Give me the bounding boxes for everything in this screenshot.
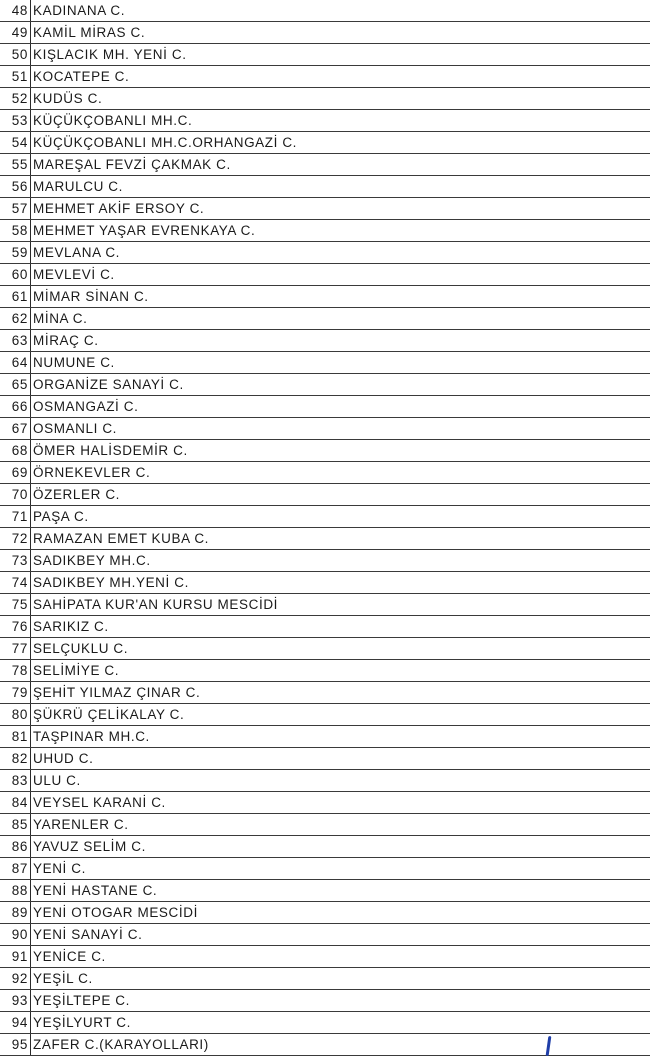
row-number: 86	[0, 836, 31, 858]
table-row	[0, 176, 650, 198]
row-number: 60	[0, 264, 31, 286]
mosque-name: OSMANLI C.	[31, 418, 650, 440]
table-row	[0, 792, 650, 814]
mosque-name: YENİ OTOGAR MESCİDİ	[31, 902, 650, 924]
mosque-name: ŞEHİT YILMAZ ÇINAR C.	[31, 682, 650, 704]
table-row	[0, 154, 650, 176]
row-number: 74	[0, 572, 31, 594]
row-number: 78	[0, 660, 31, 682]
table-row	[0, 220, 650, 242]
row-number: 87	[0, 858, 31, 880]
row-number: 59	[0, 242, 31, 264]
row-number: 73	[0, 550, 31, 572]
table-row	[0, 902, 650, 924]
row-number: 90	[0, 924, 31, 946]
table-row	[0, 198, 650, 220]
table-row	[0, 506, 650, 528]
table-row	[0, 572, 650, 594]
table-row	[0, 352, 650, 374]
row-number: 80	[0, 704, 31, 726]
row-number: 65	[0, 374, 31, 396]
table-row	[0, 528, 650, 550]
table-row	[0, 858, 650, 880]
table-row	[0, 1012, 650, 1034]
table-row	[0, 264, 650, 286]
table-row	[0, 132, 650, 154]
mosque-name: UHUD C.	[31, 748, 650, 770]
mosque-name: SADIKBEY MH.YENİ C.	[31, 572, 650, 594]
table-row	[0, 968, 650, 990]
mosque-name: SADIKBEY MH.C.	[31, 550, 650, 572]
row-number: 94	[0, 1012, 31, 1034]
row-number: 70	[0, 484, 31, 506]
mosque-name: TAŞPINAR MH.C.	[31, 726, 650, 748]
row-number: 52	[0, 88, 31, 110]
table-row	[0, 396, 650, 418]
row-number: 69	[0, 462, 31, 484]
mosque-name: YEŞİLYURT C.	[31, 1012, 650, 1034]
row-number: 66	[0, 396, 31, 418]
mosque-name: MİRAÇ C.	[31, 330, 650, 352]
row-number: 72	[0, 528, 31, 550]
row-number: 53	[0, 110, 31, 132]
table-row	[0, 484, 650, 506]
table-row	[0, 44, 650, 66]
table-row	[0, 748, 650, 770]
row-number: 55	[0, 154, 31, 176]
mosque-name: MİMAR SİNAN C.	[31, 286, 650, 308]
mosque-name: MEVLEVİ C.	[31, 264, 650, 286]
row-number: 75	[0, 594, 31, 616]
table-row	[0, 0, 650, 22]
mosque-name: VEYSEL KARANİ C.	[31, 792, 650, 814]
mosque-name: KAMİL MİRAS C.	[31, 22, 650, 44]
mosque-name: ZAFER C.(KARAYOLLARI)	[31, 1034, 650, 1056]
mosque-name: MAREŞAL FEVZİ ÇAKMAK C.	[31, 154, 650, 176]
mosque-name: YENİ SANAYİ C.	[31, 924, 650, 946]
row-number: 50	[0, 44, 31, 66]
mosque-name: MEHMET YAŞAR EVRENKAYA C.	[31, 220, 650, 242]
mosque-name: YENİ C.	[31, 858, 650, 880]
table-row	[0, 682, 650, 704]
mosque-name: ÖRNEKEVLER C.	[31, 462, 650, 484]
table-row	[0, 418, 650, 440]
mosque-name: SAHİPATA KUR'AN KURSU MESCİDİ	[31, 594, 650, 616]
mosque-name: MİNA C.	[31, 308, 650, 330]
mosque-name: NUMUNE C.	[31, 352, 650, 374]
row-number: 61	[0, 286, 31, 308]
row-number: 58	[0, 220, 31, 242]
table-row	[0, 88, 650, 110]
row-number: 84	[0, 792, 31, 814]
table-row	[0, 440, 650, 462]
row-number: 77	[0, 638, 31, 660]
row-number: 89	[0, 902, 31, 924]
row-number: 56	[0, 176, 31, 198]
row-number: 76	[0, 616, 31, 638]
table-row	[0, 374, 650, 396]
mosque-name: ULU C.	[31, 770, 650, 792]
row-number: 68	[0, 440, 31, 462]
row-number: 51	[0, 66, 31, 88]
row-number: 71	[0, 506, 31, 528]
row-number: 85	[0, 814, 31, 836]
row-number: 82	[0, 748, 31, 770]
mosque-name: ÖMER HALİSDEMİR C.	[31, 440, 650, 462]
table-row	[0, 880, 650, 902]
row-number: 88	[0, 880, 31, 902]
row-number: 64	[0, 352, 31, 374]
mosque-name: SELÇUKLU C.	[31, 638, 650, 660]
mosque-name: ŞÜKRÜ ÇELİKALAY C.	[31, 704, 650, 726]
row-number: 62	[0, 308, 31, 330]
table-row	[0, 462, 650, 484]
table-row	[0, 242, 650, 264]
table-row	[0, 836, 650, 858]
row-number: 49	[0, 22, 31, 44]
table-row	[0, 946, 650, 968]
mosque-name: MEHMET AKİF ERSOY C.	[31, 198, 650, 220]
mosque-name: ORGANİZE SANAYİ C.	[31, 374, 650, 396]
table-row	[0, 286, 650, 308]
row-number: 79	[0, 682, 31, 704]
row-number: 54	[0, 132, 31, 154]
mosque-name: SARIKIZ C.	[31, 616, 650, 638]
mosque-name: YEŞİL C.	[31, 968, 650, 990]
mosque-name: ÖZERLER C.	[31, 484, 650, 506]
table-row	[0, 814, 650, 836]
mosque-name: MARULCU C.	[31, 176, 650, 198]
table-row	[0, 110, 650, 132]
mosque-name: YAVUZ SELİM C.	[31, 836, 650, 858]
table-row	[0, 726, 650, 748]
mosque-name: KÜÇÜKÇOBANLI MH.C.ORHANGAZİ C.	[31, 132, 650, 154]
table-row	[0, 66, 650, 88]
table-row	[0, 550, 650, 572]
table-row	[0, 638, 650, 660]
mosque-name: YEŞİLTEPE C.	[31, 990, 650, 1012]
mosque-name: KIŞLACIK MH. YENİ C.	[31, 44, 650, 66]
mosque-name: YARENLER C.	[31, 814, 650, 836]
table-row	[0, 990, 650, 1012]
mosque-name: YENİCE C.	[31, 946, 650, 968]
row-number: 57	[0, 198, 31, 220]
mosque-name: KÜÇÜKÇOBANLI MH.C.	[31, 110, 650, 132]
row-number: 48	[0, 0, 31, 22]
row-number: 67	[0, 418, 31, 440]
row-number: 91	[0, 946, 31, 968]
table-row	[0, 308, 650, 330]
mosque-name: KUDÜS C.	[31, 88, 650, 110]
table-row	[0, 660, 650, 682]
row-number: 63	[0, 330, 31, 352]
table-row	[0, 704, 650, 726]
mosque-name: OSMANGAZİ C.	[31, 396, 650, 418]
mosque-name: YENİ HASTANE C.	[31, 880, 650, 902]
mosque-name: RAMAZAN EMET KUBA C.	[31, 528, 650, 550]
table-row	[0, 22, 650, 44]
row-number: 92	[0, 968, 31, 990]
table-row	[0, 616, 650, 638]
mosque-name: SELİMİYE C.	[31, 660, 650, 682]
row-number: 95	[0, 1034, 31, 1056]
table-row	[0, 770, 650, 792]
row-number: 83	[0, 770, 31, 792]
mosque-name: KADINANA C.	[31, 0, 650, 22]
table-row	[0, 594, 650, 616]
mosque-name: PAŞA C.	[31, 506, 650, 528]
mosque-name: MEVLANA C.	[31, 242, 650, 264]
table-row	[0, 1034, 650, 1056]
mosque-name: KOCATEPE C.	[31, 66, 650, 88]
table-row	[0, 924, 650, 946]
table-row	[0, 330, 650, 352]
row-number: 81	[0, 726, 31, 748]
row-number: 93	[0, 990, 31, 1012]
